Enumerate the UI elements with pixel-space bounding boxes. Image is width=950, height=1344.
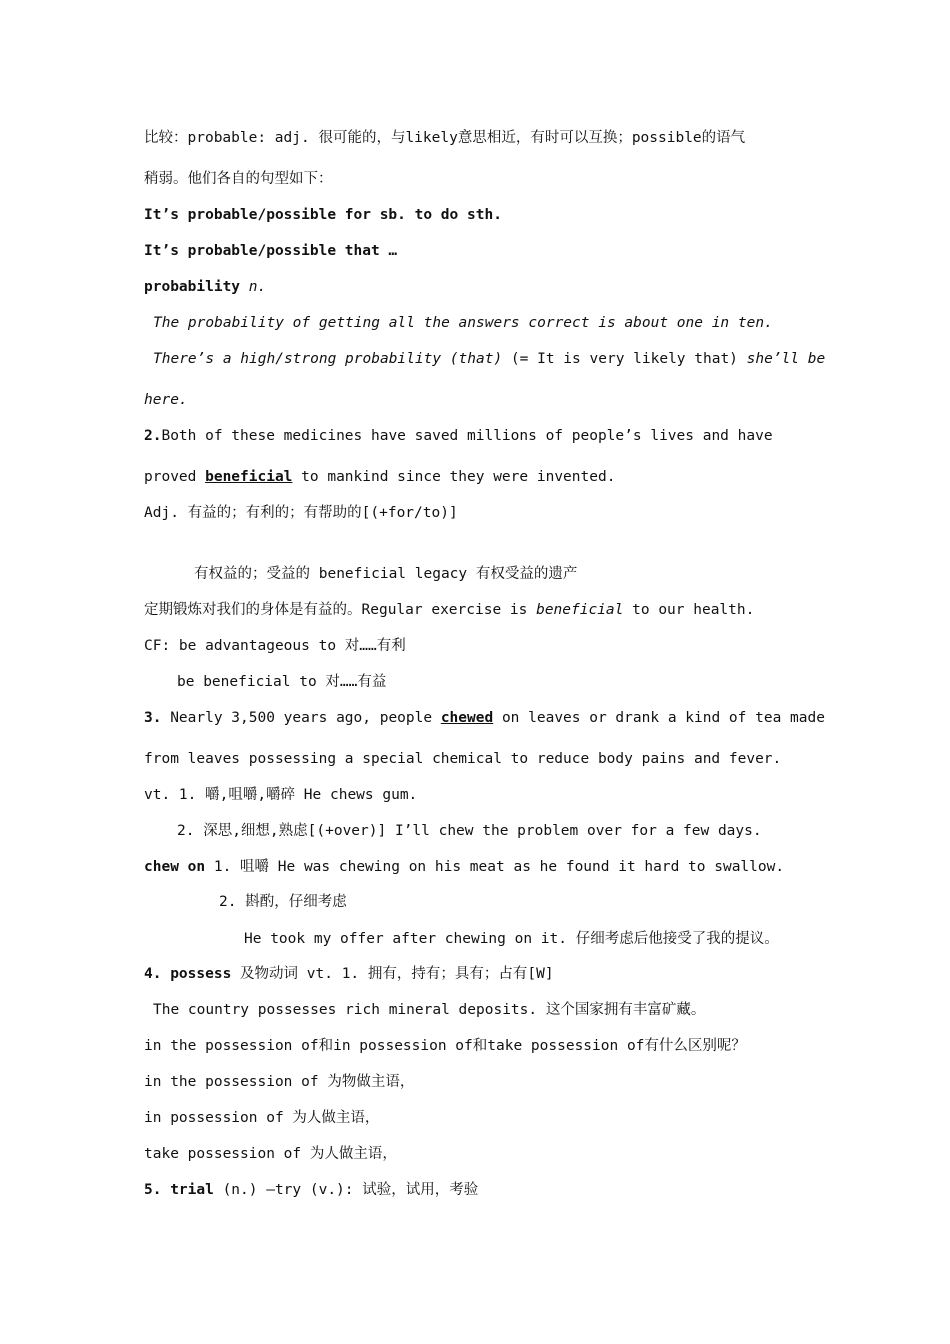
comparison-line-2: 稍弱。他们各自的句型如下： xyxy=(144,171,333,187)
comparison-line-1: 比较：probable: adj. 很可能的，与likely意思相近，有时可以互换；possible的语气 xyxy=(144,130,746,146)
sentence-2-text: Both of these medicines have saved millions of people’s lives and have xyxy=(161,428,773,444)
keyword-chewed: chewed xyxy=(440,710,494,726)
sentence-3-pre: Nearly 3,500 years ago, people xyxy=(161,710,441,726)
possession-rule-1: in the possession of 为物做主语， xyxy=(144,1074,415,1090)
beneficial-example-post: to our health. xyxy=(623,602,755,618)
sentence-2-post: to mankind since they were invented. xyxy=(292,469,616,485)
possession-question: in the possession of和in possession of和take possession of有什么区别呢？ xyxy=(144,1038,746,1054)
beneficial-example-italic: beneficial xyxy=(536,602,624,618)
cf-advantageous: CF: be advantageous to 对……有利 xyxy=(144,638,406,654)
sentence-2-line-2 xyxy=(144,467,615,487)
probability-heading xyxy=(144,277,266,297)
item-number-4-possess: 4. possess xyxy=(144,966,232,982)
example-2-part-a: There’s a high/strong probability (that) xyxy=(153,351,503,367)
part-of-speech: n. xyxy=(248,279,267,295)
possess-heading xyxy=(144,964,554,984)
chew-sense-1: vt. 1. 嚼,咀嚼,嚼碎 He chews gum. xyxy=(144,787,418,803)
probability-word: probability xyxy=(144,279,249,295)
possess-definition: 及物动词 vt. 1. 拥有，持有；具有；占有[W] xyxy=(231,966,554,982)
chew-on-example: He took my offer after chewing on it. 仔细考虑后他接受了我的提议。 xyxy=(244,931,779,947)
item-number-3: 3. xyxy=(144,710,162,726)
probability-example-1: The probability of getting all the answers correct is about one in ten. xyxy=(153,315,773,331)
chew-sense-2: 2. 深思,细想,熟虑[(+over)] I’ll chew the problem over for a few days. xyxy=(177,823,762,839)
sentence-3-line-1 xyxy=(144,708,825,728)
example-2-part-b: (= It is very likely that) xyxy=(502,351,747,367)
probability-example-2 xyxy=(153,349,825,369)
sentence-2-pre: proved xyxy=(144,469,206,485)
beneficial-example-pre: 定期锻炼对我们的身体是有益的。Regular exercise is xyxy=(144,602,537,618)
probability-example-2-end: here. xyxy=(144,392,188,408)
trial-heading xyxy=(144,1180,478,1200)
phrase-chew-on: chew on xyxy=(144,859,206,875)
chew-on-sense-1-text: 1. 咀嚼 He was chewing on his meat as he found it hard to swallow. xyxy=(205,859,785,875)
beneficial-definition: Adj. 有益的；有利的；有帮助的[(+for/to)] xyxy=(144,505,458,521)
possession-rule-2: in possession of 为人做主语， xyxy=(144,1110,380,1126)
example-2-part-c: she’ll be xyxy=(746,351,826,367)
keyword-beneficial: beneficial xyxy=(205,469,293,485)
sentence-3-line-2: from leaves possessing a special chemical to reduce body pains and fever. xyxy=(144,751,782,767)
pattern-for-sb: It’s probable/possible for sb. to do sth. xyxy=(144,207,502,223)
possess-example: The country possesses rich mineral deposits. 这个国家拥有丰富矿藏。 xyxy=(153,1002,706,1018)
chew-on-sense-1 xyxy=(144,857,784,877)
beneficial-legal-sense: 有权益的；受益的 beneficial legacy 有权受益的遗产 xyxy=(194,566,578,582)
possession-rule-3: take possession of 为人做主语， xyxy=(144,1146,397,1162)
sentence-2-line-1 xyxy=(144,426,773,446)
chew-on-sense-2: 2. 斟酌，仔细考虑 xyxy=(219,894,347,910)
trial-definition: (n.) —try (v.): 试验，试用，考验 xyxy=(213,1182,479,1198)
cf-beneficial: be beneficial to 对……有益 xyxy=(177,674,387,690)
beneficial-example xyxy=(144,600,754,620)
pattern-that: It’s probable/possible that … xyxy=(144,243,398,259)
sentence-3-post: on leaves or drank a kind of tea made xyxy=(493,710,825,726)
item-number-5-trial: 5. trial xyxy=(144,1182,214,1198)
item-number-2: 2. xyxy=(144,428,162,444)
